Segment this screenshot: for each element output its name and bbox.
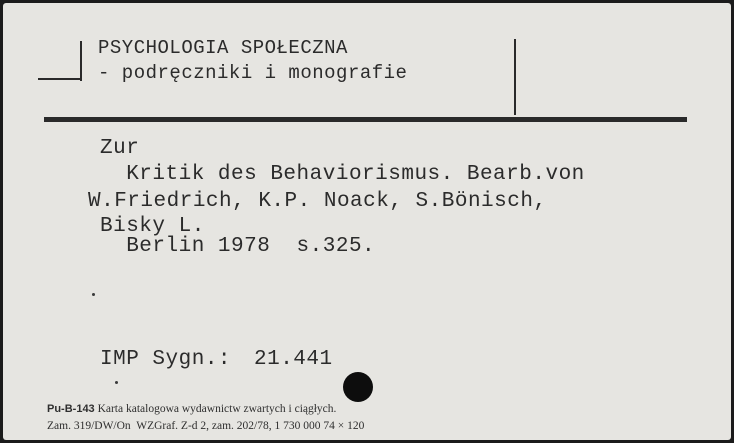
punch-hole xyxy=(343,372,373,402)
entry-line-2: Kritik des Behaviorismus. Bearb.von xyxy=(100,163,585,186)
footer-line-2: Zam. 319/DW/On WZGraf. Z-d 2, zam. 202/78, 1 730 000 74 × 120 xyxy=(47,420,365,432)
entry-line-5: Berlin 1978 s.325. xyxy=(100,235,376,258)
subject-subheading: - podręczniki i monografie xyxy=(98,62,408,84)
header-right-bar xyxy=(514,39,516,115)
signature-value: 21.441 xyxy=(254,348,333,371)
signature-label: IMP Sygn.: xyxy=(100,348,232,371)
header-left-bar xyxy=(80,41,82,81)
catalog-card xyxy=(3,3,731,440)
header-separator xyxy=(44,117,687,122)
entry-line-4: Bisky L. xyxy=(100,215,205,238)
entry-line-1: Zur xyxy=(100,137,140,160)
form-code: Pu-B-143 xyxy=(47,403,95,415)
footer-line-1 xyxy=(47,403,336,415)
header-left-tick xyxy=(38,78,80,80)
footer-form-title: Karta katalogowa wydawnictw zwartych i ciągłych. xyxy=(94,403,337,415)
speck-mark xyxy=(115,381,118,384)
speck-mark xyxy=(92,293,95,296)
entry-line-3: W.Friedrich, K.P. Noack, S.Bönisch, xyxy=(88,190,547,213)
subject-heading: PSYCHOLOGIA SPOŁECZNA xyxy=(98,37,348,59)
